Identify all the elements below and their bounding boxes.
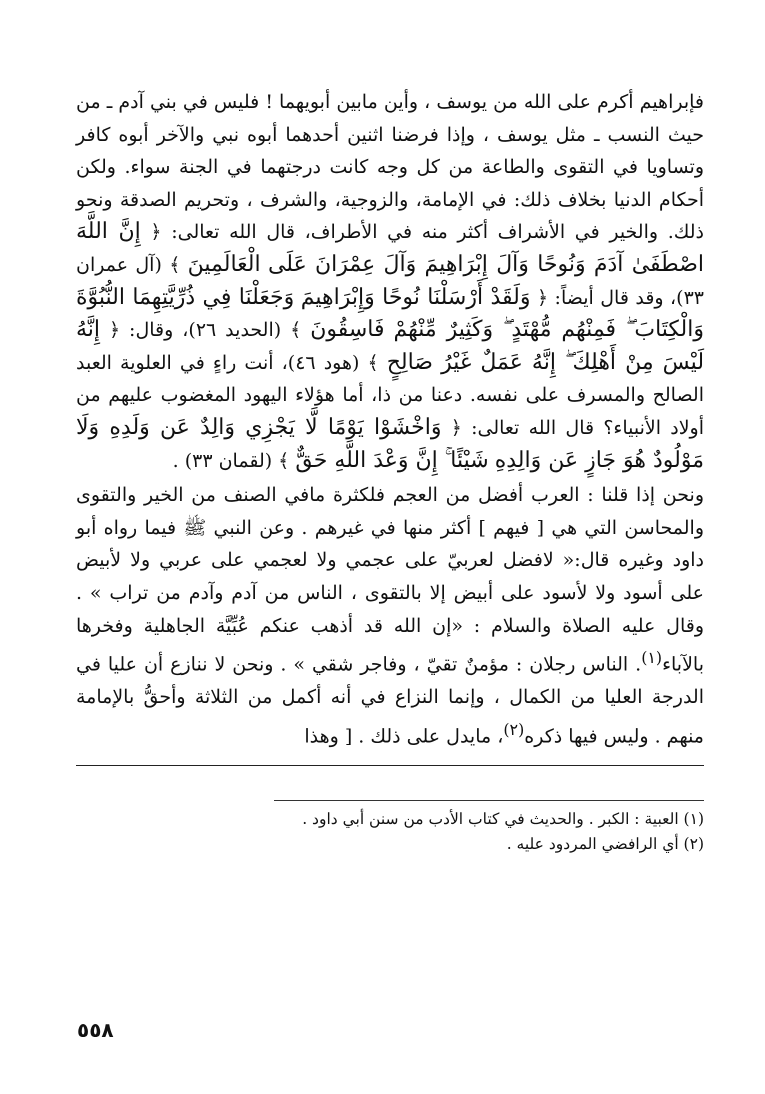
- text-line: رواه أبو داود وغيره قال:« لافضل لعربيّ على عجمي ولا لعجمي على عربي: [76, 516, 705, 572]
- text-line: تعالى: ﴿: [150, 221, 220, 244]
- text-line: وتحريم الصدقة ونحو ذلك. والخير في الأشراف أكثر منه في الأطراف، قال الله: [76, 188, 705, 244]
- page-number: ٥٥٨: [77, 1018, 114, 1042]
- text-line: سواء. ولكن أحكام الدنيا بخلاف ذلك: في الإمامة، والزوجية، والشرف ،: [76, 156, 705, 211]
- quran-verse: صَالِحٍ: [386, 349, 433, 375]
- quran-verse: وَاخْشَوْا يَوْمًا لَّا يَجْزِي وَالِدٌ عَن وَلَدِهِ وَلَا مَوْلُودٌ هُوَ جَازٍ عَن وَالِدِهِ: [76, 414, 704, 473]
- paragraph-1: [76, 86, 704, 477]
- main-text: [76, 86, 704, 753]
- footnote-ref: (١): [641, 648, 663, 668]
- quran-verse: شَيْئًا ۚ إِنَّ وَعْدَ اللَّهِ حَقٌّ: [295, 447, 489, 473]
- body-rule: [76, 765, 704, 766]
- text-line: ﴾ (لقمان ٣٣) .: [172, 449, 290, 472]
- text-line: أبوه كافر وتساويا في التقوى والطاعة من كل وجه كانت درجتهما في الجنة: [76, 123, 704, 179]
- text-line: ، مايدل على ذلك . [ وهذا: [304, 724, 504, 747]
- text-line: لا ننازع أن عليا في الدرجة العليا من الكمال ، وإنما النزاع في أنه أكمل من: [76, 653, 704, 709]
- quran-verse: فَاسِقُونَ: [310, 317, 385, 343]
- text-line: ﴾ (الحديد ٢٦)، وقال: ﴿: [108, 319, 302, 342]
- footnote-2: (٢) أي الرافضي المردود عليه .: [506, 834, 704, 853]
- quran-verse: الْعَالَمِينَ: [187, 251, 261, 277]
- page-content: [76, 86, 704, 857]
- text-line: وفخرها بالآباء: [76, 614, 705, 676]
- text-line: ﴾ (هود ٤٦)، أنت راءٍ في العلوية العبد الصالح والمسرف على نفسه.: [76, 351, 705, 407]
- quran-verse: إِنَّ اللَّهَ اصْطَفَىٰ آدَمَ وَنُوحًا وَآلَ إِبْرَاهِيمَ وَآلَ عِمْرَانَ عَلَى: [76, 219, 705, 277]
- quran-verse: وَلَقَدْ أَرْسَلْنَا نُوحًا وَإِبْرَاهِيمَ: [300, 284, 531, 310]
- text-line: الثلاثة وأحقُّ بالإمامة منهم . وليس فيها ذكره: [76, 686, 704, 747]
- quran-verse: وَجَعَلْنَا فِي ذُرِّيَّتِهِمَا النُّبُوَّةَ وَالْكِتَابَ ۖ فَمِنْهُم مُّهْتَدٍ ۖ وَكَثِيرٌ مِّنْهُمْ: [76, 284, 704, 343]
- footnote-ref: (٢): [503, 719, 525, 739]
- text-line: ونحن إذا قلنا : العرب أفضل من العجم فلكثرة مافي الصنف من الخير: [144, 484, 704, 507]
- quran-verse: إِنَّهُ لَيْسَ مِنْ أَهْلِكَ ۖ إِنَّهُ عَمَلٌ غَيْرُ: [76, 317, 705, 375]
- footnote-1: (١) العبية : الكبر . والحديث في كتاب الأدب من سنن أبي داود .: [302, 809, 704, 828]
- text-line: من حيث النسب ـ مثل يوسف ، وإذا فرضنا اثنين أحدهما أبوه نبي والآخر: [76, 91, 705, 146]
- text-line: ولا لأبيض على أسود ولا لأسود على أبيض إلا بالتقوى ، الناس من آدم وآدم: [76, 549, 704, 604]
- text-line: فإبراهيم أكرم على الله من يوسف ، وأين مابين أبويهما ! فليس في بني آدم ـ: [106, 91, 704, 113]
- text-line: . الناس رجلان : مؤمنٌ تقيّ ، وفاجر شقي » . ونحن: [232, 653, 642, 676]
- text-line: دعنا من ذا، أما هؤلاء اليهود المغضوب عليهم من أولاد الأنبياء؟ قال الله: [76, 384, 704, 439]
- paragraph-2: [76, 479, 704, 752]
- text-line: من تراب » . وقال عليه الصلاة والسلام : «إن الله قد أذهب عنكم عُبِّيَّة الجاهلية: [76, 581, 704, 637]
- text-line: تعالى: ﴿: [450, 416, 520, 439]
- footnotes: [274, 800, 704, 857]
- text-line: ﴾ (آل عمران ٣٣)، وقد قال أيضاً: ﴿: [76, 253, 705, 309]
- text-line: والتقوى والمحاسن التي هي [ فيهم ] أكثر منها في غيرهم . وعن النبي ﷺ فيما: [76, 484, 704, 539]
